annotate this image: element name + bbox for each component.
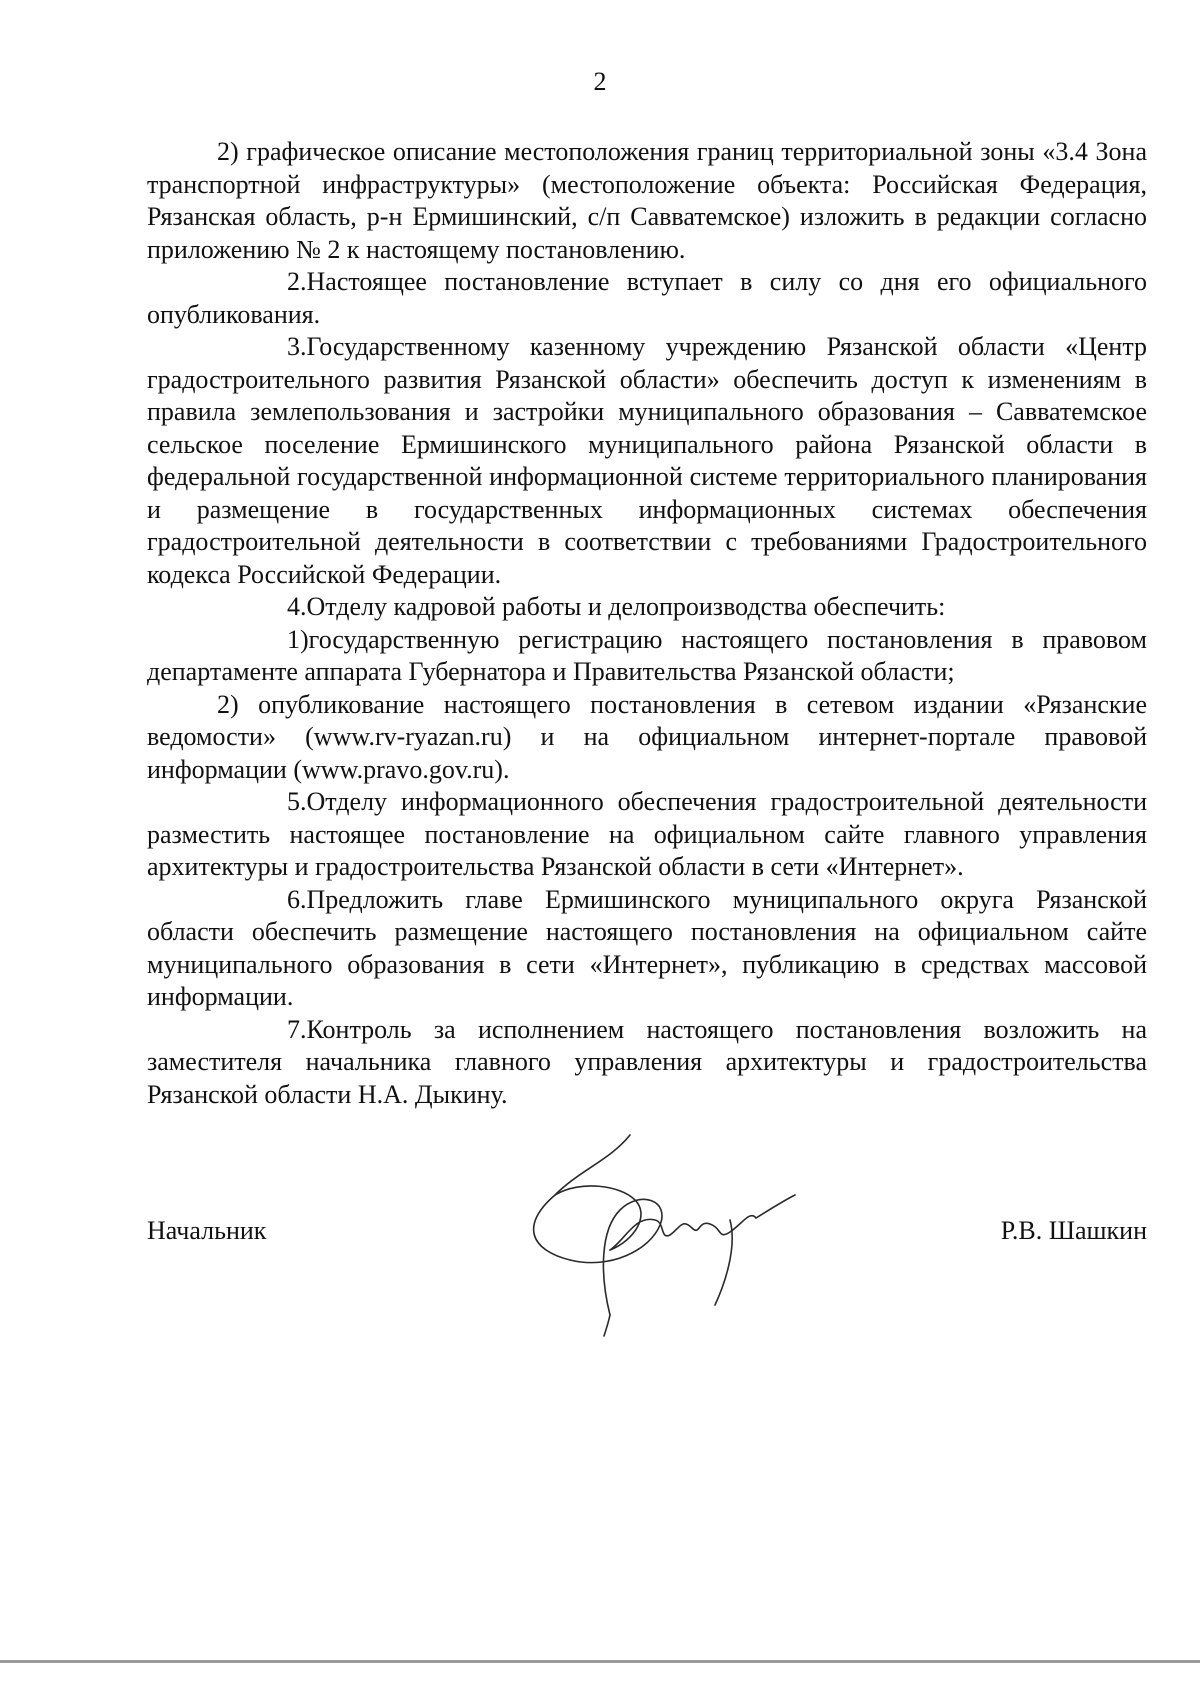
signatory-name: Р.В. Шашкин [1000,1216,1147,1245]
paragraph-4-item-2 [147,689,1147,787]
paragraph-2 [147,266,1147,331]
paragraph-1-item-2 [147,136,1147,266]
paragraph-4-item-1 [147,624,1147,689]
paragraph-6 [147,884,1147,1014]
signature-block [147,1215,1147,1255]
paragraph-text: Контроль за исполнением настоящего постановления возложить на заместителя начальника главного управления архитектуры и градостроительства Рязанской области Н.А. Дыкину. [147,1014,1147,1109]
paragraph-3 [147,331,1147,591]
paragraph-number: 6. [287,884,307,914]
signatory-title: Начальник [147,1216,267,1245]
paragraph-text: Отделу кадровой работы и делопроизводства обеспечить: [306,592,946,621]
page-number: 2 [593,67,607,96]
paragraph-text: 2) графическое описание местоположения границ территориальной зоны «3.4 Зона транспортной инфраструктуры» (местоположение объекта: Российская Федерация, Рязанская область, р-н Ермишинский, с/п Савватемское) изложить в редакции согласно приложению № 2 к настоящему постановлению. [147,137,1147,264]
paragraph-number: 2. [287,267,307,296]
paragraph-text: Отделу информационного обеспечения градостроительной деятельности разместить настоящее постановление на официальном сайте главного управления архитектуры и градостроительства Рязанской области в сети «Интернет». [147,787,1147,881]
paragraph-text: 2) опубликование настоящего постановления в сетевом издании «Рязанские ведомости» (www.rv-ryazan.ru) и на официальном интернет-портале правовой информации (www.pravo.gov.ru). [147,689,1147,784]
paragraph-number: 3. [287,332,307,361]
paragraph-number: 4. [287,592,307,621]
paragraph-text: Настоящее постановление вступает в силу со дня его официального опубликования. [147,267,1147,329]
paragraph-text: Предложить главе Ермишинского муниципального округа Рязанской области обеспечить размещение настоящего постановления на официальном сайте муниципального образования в сети «Интернет», публикацию в средствах массовой информации. [147,884,1147,1011]
paragraph-number: 1) [287,624,309,654]
paragraph-4 [147,591,1147,624]
paragraph-7 [147,1014,1147,1112]
paragraph-number: 5. [287,787,307,816]
paragraph-text: государственную регистрацию настоящего постановления в правовом департаменте аппарата Губернатора и Правительства Рязанской области; [147,624,1147,686]
document-body [147,136,1147,1111]
scan-edge-line [0,1660,1200,1663]
paragraph-5 [147,786,1147,884]
paragraph-number: 7. [287,1014,307,1044]
paragraph-text: Государственному казенному учреждению Рязанской области «Центр градостроительного развития Рязанской области» обеспечить доступ к изменениям в правила землепользования и застройки муниципального образования – Савватемское сельское поселение Ермишинского муниципального района Рязанской области в федеральной государственной информационной системе территориального планирования и размещение в государственных информационных системах обеспечения градостроительной деятельности в соответствии с требованиями Градостроительного кодекса Российской Федерации. [147,332,1147,589]
